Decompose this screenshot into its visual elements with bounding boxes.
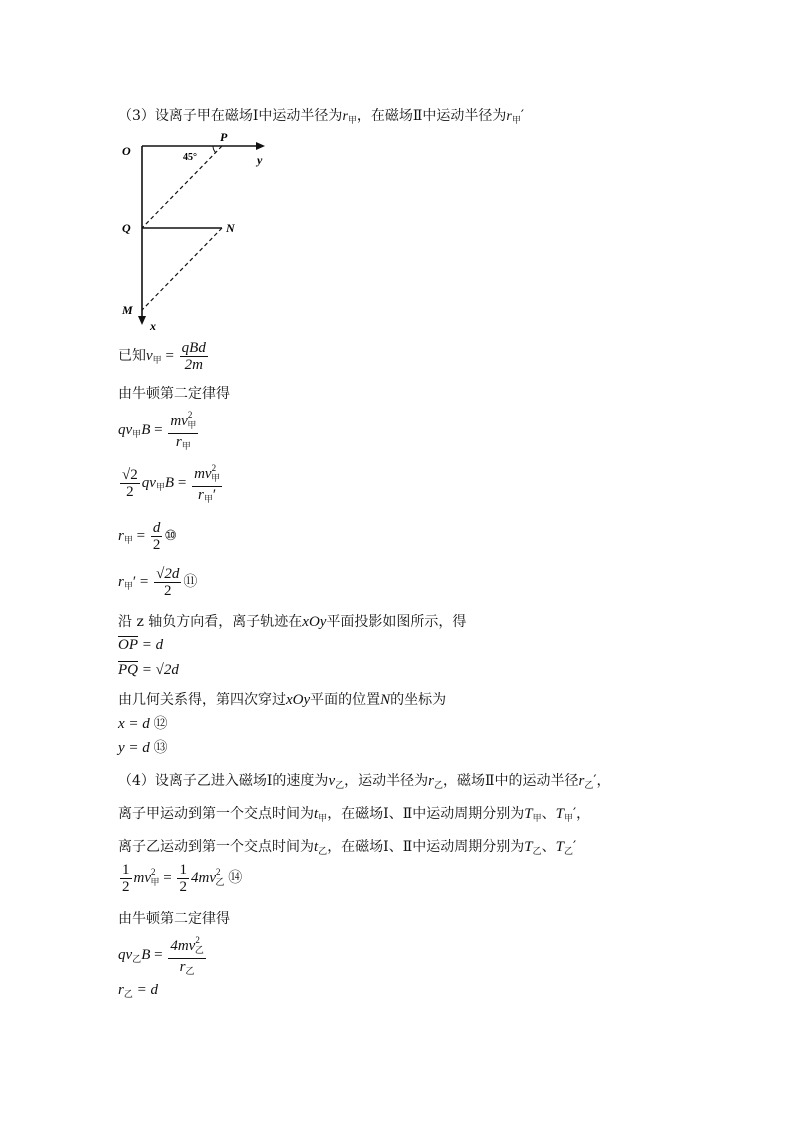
r-symbol: r bbox=[506, 109, 512, 124]
sub-yi: 乙 bbox=[185, 966, 195, 976]
sub-jia: 甲 bbox=[150, 876, 160, 887]
section-3-intro bbox=[118, 105, 524, 126]
value: = √2d bbox=[141, 662, 179, 678]
text: 离子甲运动到第一个交点时间为 bbox=[118, 806, 314, 822]
prime: ′ bbox=[593, 773, 597, 789]
eq-energy: $\frac{1}{2}$ $mv^2_甲$ = $\frac{1}{2}$ $4mv^2_乙$ ⑭ bbox=[122, 862, 243, 895]
text: ，磁场Ⅱ中的运动半径 bbox=[442, 773, 579, 789]
numerator: d bbox=[152, 520, 161, 536]
sub-jia: 甲 bbox=[511, 116, 521, 126]
dashed-NM bbox=[142, 228, 222, 310]
sub-yi: 乙 bbox=[318, 847, 328, 857]
v-symbol: v bbox=[146, 347, 153, 364]
r-symbol: r bbox=[198, 487, 204, 503]
prime: ′ bbox=[572, 839, 577, 855]
sub-yi: 乙 bbox=[563, 847, 573, 857]
denominator: 2 bbox=[122, 879, 130, 895]
sub-yi: 乙 bbox=[215, 876, 225, 887]
xOy-symbol: xOy bbox=[286, 692, 311, 708]
prime: ′ bbox=[132, 573, 137, 590]
T-symbol: T bbox=[524, 806, 533, 822]
text: ，在磁场Ⅰ、Ⅱ中运动周期分别为 bbox=[327, 839, 525, 855]
eq-y bbox=[118, 737, 168, 757]
marker-14: ⑭ bbox=[228, 870, 243, 886]
label-M: M bbox=[122, 303, 133, 317]
denominator bbox=[168, 958, 206, 979]
eq-PQ bbox=[118, 662, 179, 679]
text: 沿 z 轴负方向看，离子轨迹在 bbox=[118, 614, 303, 630]
N-symbol: N bbox=[380, 692, 391, 708]
mv-text: mv bbox=[170, 413, 188, 429]
sub-jia: 甲 bbox=[155, 481, 165, 492]
y-axis-arrow bbox=[256, 142, 265, 150]
separator: 、 bbox=[541, 839, 556, 855]
eq-r-yi bbox=[118, 982, 158, 1000]
sub-jia: 甲 bbox=[203, 494, 213, 504]
numerator: $mv^2_甲$ bbox=[194, 463, 221, 483]
sub-jia: 甲 bbox=[187, 420, 197, 430]
text: 平面的位置 bbox=[310, 692, 381, 708]
fraction bbox=[180, 340, 208, 373]
numerator: √2d bbox=[156, 566, 180, 582]
label-Q: Q bbox=[122, 221, 131, 235]
eq-lorentz-yi: $qv_乙B$ = $\frac{4mv^2_乙}{r_乙}$ bbox=[118, 932, 208, 979]
T-symbol: T bbox=[555, 806, 564, 822]
prime: ′ bbox=[520, 108, 525, 124]
r-symbol: r bbox=[118, 573, 124, 590]
text: 离子乙运动到第一个交点时间为 bbox=[118, 839, 314, 855]
value: y = d bbox=[118, 740, 150, 756]
xOy-symbol: xOy bbox=[302, 614, 327, 630]
fraction bbox=[177, 862, 189, 895]
marker-11: ⑪ bbox=[183, 574, 198, 590]
text: 的坐标为 bbox=[390, 692, 447, 708]
eq-known-velocity: 已知$v_甲$ = $\frac{\text{qBd}}{2m}$ bbox=[118, 340, 206, 373]
sub-jia: 甲 bbox=[318, 814, 328, 824]
sub-yi: 乙 bbox=[335, 781, 345, 791]
numerator: $4mv^2_乙$ bbox=[170, 935, 204, 955]
PQ-symbol: $\overline{PQ}$ bbox=[118, 662, 138, 678]
sub-jia: 甲 bbox=[211, 473, 221, 483]
denominator bbox=[192, 486, 222, 507]
sub-jia: 甲 bbox=[123, 534, 133, 545]
t-symbol: t bbox=[314, 806, 319, 822]
newton-law-line-1: 由牛顿第二定律得 bbox=[118, 386, 230, 402]
sub-jia: 甲 bbox=[123, 580, 133, 591]
intro-text: （3）设离子甲在磁场Ⅰ中运动半径为 bbox=[118, 108, 343, 124]
text: 由几何关系得，第四次穿过 bbox=[118, 692, 286, 708]
sub-jia: 甲 bbox=[152, 354, 162, 365]
eq-r-jia-prime: $r_甲'$ = $\frac{√2d}{2}$ ⑪ bbox=[118, 566, 198, 599]
r-symbol: r bbox=[118, 527, 124, 544]
prime: ′ bbox=[572, 806, 577, 822]
sub-yi: 乙 bbox=[194, 945, 204, 955]
section-4-line-2 bbox=[118, 803, 590, 824]
text: ，在磁场Ⅰ、Ⅱ中运动周期分别为 bbox=[327, 806, 525, 822]
sub-jia: 甲 bbox=[132, 428, 142, 439]
four-mv-text: 4mv bbox=[190, 869, 216, 886]
fraction bbox=[151, 520, 163, 553]
projection-line bbox=[118, 611, 466, 631]
marker-12: ⑫ bbox=[153, 717, 168, 732]
sub-jia: 甲 bbox=[563, 814, 573, 824]
geometry-line bbox=[118, 689, 446, 709]
r-symbol: r bbox=[179, 959, 186, 975]
numerator: 1 bbox=[122, 862, 130, 878]
r-symbol: r bbox=[342, 109, 348, 124]
sub-yi: 乙 bbox=[132, 953, 142, 964]
label-N: N bbox=[226, 221, 235, 235]
sub-jia: 甲 bbox=[347, 116, 357, 126]
v-symbol: v bbox=[125, 421, 133, 438]
fraction bbox=[168, 932, 206, 979]
r-symbol: r bbox=[118, 982, 124, 998]
text: ， bbox=[576, 806, 591, 822]
value: = d bbox=[141, 637, 164, 653]
denominator: 2 bbox=[120, 483, 140, 500]
sub-yi: 乙 bbox=[433, 781, 443, 791]
denominator: 2 bbox=[179, 879, 187, 895]
denominator: 2 bbox=[154, 582, 181, 599]
fraction bbox=[154, 566, 181, 599]
dashed-PQ bbox=[142, 146, 222, 228]
numerator: 1 bbox=[179, 862, 187, 878]
section-4-line-1 bbox=[118, 770, 611, 791]
label-angle: 45° bbox=[183, 152, 197, 163]
known-label: 已知 bbox=[118, 347, 146, 364]
r-symbol: r bbox=[428, 773, 434, 789]
mv-text: mv bbox=[133, 869, 151, 886]
t-symbol: t bbox=[314, 839, 319, 855]
numerator: $mv^2_甲$ bbox=[170, 410, 197, 430]
sub-jia: 甲 bbox=[181, 441, 191, 451]
OP-symbol: $\overline{OP}$ bbox=[118, 637, 138, 653]
intro-text-middle: ，在磁场Ⅱ中运动半径为 bbox=[356, 108, 507, 124]
fraction bbox=[120, 467, 140, 500]
sub-jia: 甲 bbox=[532, 814, 542, 824]
eq-OP bbox=[118, 637, 163, 654]
sub-yi: 乙 bbox=[123, 989, 133, 999]
denominator: 2 bbox=[152, 537, 161, 553]
fraction bbox=[168, 407, 198, 454]
label-O: O bbox=[122, 144, 131, 158]
sub-yi: 乙 bbox=[584, 781, 594, 791]
separator: 、 bbox=[541, 806, 556, 822]
fraction bbox=[120, 862, 132, 895]
trajectory-diagram bbox=[110, 128, 280, 333]
numerator: √2 bbox=[122, 467, 138, 483]
r-symbol: r bbox=[578, 773, 585, 789]
eq-lorentz-1: $qv_甲B$ = $\frac{mv^2_甲}{r_甲}$ bbox=[118, 407, 200, 454]
marker-10: ⑩ bbox=[164, 528, 177, 544]
angle-arc bbox=[213, 146, 216, 153]
text: 平面投影如图所示，得 bbox=[326, 614, 467, 630]
v-symbol: v bbox=[328, 773, 336, 789]
numerator: qBd bbox=[181, 340, 206, 356]
fraction bbox=[192, 460, 222, 507]
eq-lorentz-2: $\frac{√2}{2}$ $qv_甲B$ = $\frac{mv^2_甲}{r_甲'}$ bbox=[118, 460, 224, 507]
mv-text: mv bbox=[194, 466, 212, 482]
newton-law-line-2: 由牛顿第二定律得 bbox=[118, 911, 230, 927]
text: （4）设离子乙进入磁场Ⅰ的速度为 bbox=[118, 773, 329, 789]
sub-yi: 乙 bbox=[532, 847, 542, 857]
text: ，运动半径为 bbox=[344, 773, 429, 789]
prime: ′ bbox=[212, 487, 217, 503]
label-y: y bbox=[257, 153, 263, 167]
eq-x bbox=[118, 713, 168, 733]
denominator: 2m bbox=[180, 356, 208, 373]
v-symbol: v bbox=[125, 946, 133, 963]
r-symbol: r bbox=[175, 434, 182, 450]
T-symbol: T bbox=[555, 839, 564, 855]
v-symbol: v bbox=[149, 474, 156, 491]
denominator bbox=[168, 433, 198, 454]
T-symbol: T bbox=[524, 839, 533, 855]
value: = d bbox=[136, 982, 158, 998]
text: ， bbox=[596, 773, 611, 789]
section-4-line-3 bbox=[118, 836, 576, 857]
label-x: x bbox=[150, 319, 156, 333]
four-mv-text: 4mv bbox=[170, 938, 196, 954]
eq-r-jia: $r_甲$ = $\frac{d}{2}$ ⑩ bbox=[118, 520, 177, 553]
value: x = d bbox=[118, 716, 150, 732]
marker-13: ⑬ bbox=[153, 741, 168, 756]
label-P: P bbox=[220, 130, 228, 144]
x-axis-arrow bbox=[138, 316, 146, 325]
